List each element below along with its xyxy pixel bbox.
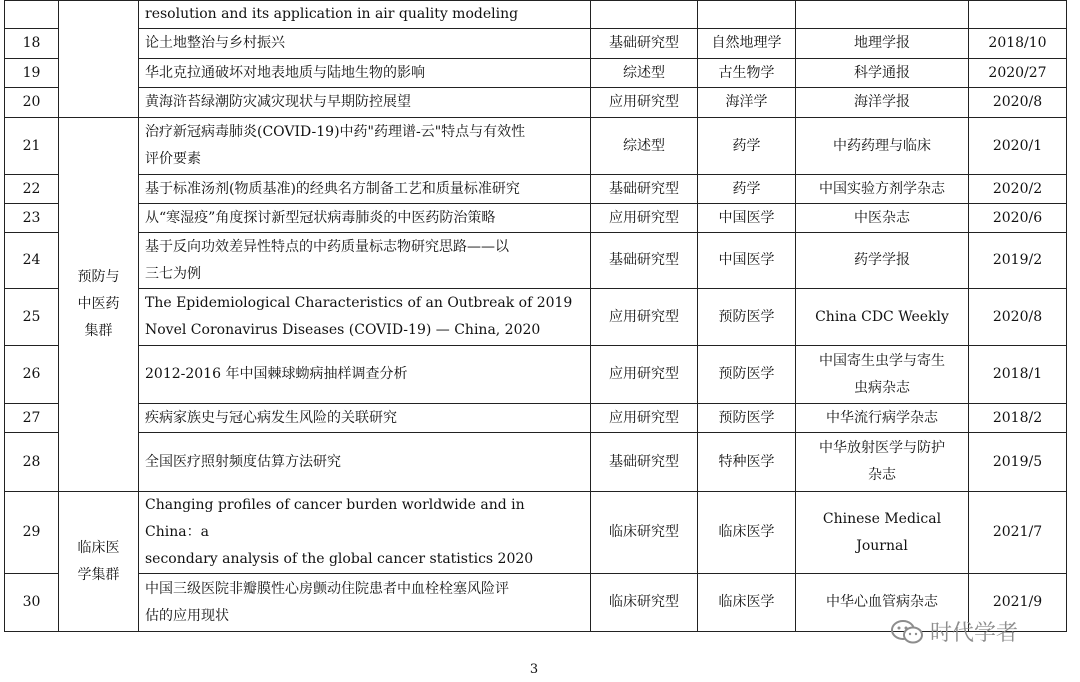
publication-date: 2020/8: [969, 289, 1067, 346]
table-body: [5, 1, 1067, 632]
publication-date: 2018/2: [969, 404, 1067, 433]
table-row: [5, 492, 1067, 574]
research-type: 临床研究型: [591, 492, 698, 574]
discipline: 预防医学: [698, 404, 796, 433]
group-label-line: 预防与: [77, 269, 120, 285]
research-type: [591, 1, 698, 29]
table-row: [5, 88, 1067, 118]
row-number: 19: [5, 59, 59, 88]
row-number: 24: [5, 233, 59, 289]
journal-name-line: 海洋学报: [854, 94, 910, 110]
paper-title-line: The Epidemiological Characteristics of an Outbreak of 2019: [145, 295, 573, 311]
table-row: [5, 289, 1067, 346]
row-number: 21: [5, 118, 59, 175]
publication-date: 2020/1: [969, 118, 1067, 175]
paper-title: [139, 574, 591, 632]
table-row: [5, 204, 1067, 233]
journal-name-line: 中医杂志: [854, 209, 910, 226]
journal-name-line: 药学学报: [854, 252, 910, 268]
paper-title-line: 2012-2016 年中国棘球蚴病抽样调查分析: [145, 366, 408, 382]
discipline: [698, 1, 796, 29]
publication-date: 2020/2: [969, 175, 1067, 204]
discipline: 临床医学: [698, 492, 796, 574]
publication-date: 2021/7: [969, 492, 1067, 574]
discipline: 中国医学: [698, 233, 796, 289]
journal-name: [796, 88, 969, 118]
publication-date: 2020/27: [969, 59, 1067, 88]
research-type: 基础研究型: [591, 233, 698, 289]
row-number: 26: [5, 346, 59, 404]
journal-name: [796, 404, 969, 433]
research-type: 综述型: [591, 118, 698, 175]
research-type: 临床研究型: [591, 574, 698, 632]
publication-date: 2020/6: [969, 204, 1067, 233]
journal-name-line: 中华放射医学与防护: [819, 440, 945, 456]
research-type: 应用研究型: [591, 346, 698, 404]
table-row: [5, 59, 1067, 88]
paper-title-line: 评价要素: [145, 151, 201, 167]
journal-name-line: Journal: [856, 537, 908, 554]
row-number: 18: [5, 29, 59, 59]
table-row: [5, 1, 1067, 29]
paper-title: [139, 59, 591, 88]
journal-name-line: 中国实验方剂学杂志: [819, 180, 945, 197]
row-number: 27: [5, 404, 59, 433]
research-type: 应用研究型: [591, 204, 698, 233]
publication-date: 2019/2: [969, 233, 1067, 289]
watermark: [890, 616, 1018, 647]
row-number: [5, 1, 59, 29]
publication-date: 2019/5: [969, 433, 1067, 492]
paper-title: [139, 404, 591, 433]
group-label-line: 临床医: [77, 539, 120, 556]
paper-title-line: 估的应用现状: [145, 607, 229, 624]
research-type: 应用研究型: [591, 404, 698, 433]
discipline: 预防医学: [698, 289, 796, 346]
publication-date: 2018/10: [969, 29, 1067, 59]
paper-title-line: 从“寒湿疫”角度探讨新型冠状病毒肺炎的中医药防治策略: [145, 209, 496, 226]
group-label: [59, 1, 139, 118]
table-row: [5, 433, 1067, 492]
journal-name-line: 地理学报: [854, 35, 910, 51]
journal-name: [796, 175, 969, 204]
paper-title: [139, 175, 591, 204]
table-row: [5, 118, 1067, 175]
paper-title-line: 全国医疗照射频度估算方法研究: [145, 453, 341, 470]
journal-name-line: 中华心血管病杂志: [826, 594, 938, 610]
journal-name-line: 虫病杂志: [854, 379, 910, 396]
publication-date: [969, 1, 1067, 29]
research-type: 综述型: [591, 59, 698, 88]
journal-name: [796, 433, 969, 492]
journal-name-line: 科学通报: [854, 64, 910, 81]
paper-title-line: 基于标准汤剂(物质基准)的经典名方制备工艺和质量标准研究: [145, 180, 520, 197]
journal-name: [796, 346, 969, 404]
publication-date: 2021/9: [969, 574, 1067, 632]
group-label-line: 中医药: [77, 296, 120, 312]
paper-title-line: 中国三级医院非瓣膜性心房颤动住院患者中血栓栓塞风险评: [145, 580, 509, 597]
journal-name: [796, 59, 969, 88]
paper-title: [139, 1, 591, 29]
paper-title-line: Novel Coronavirus Diseases (COVID-19) — China, 2020: [145, 322, 541, 338]
table-row: [5, 29, 1067, 59]
page-number: 3: [529, 662, 539, 677]
paper-title-line: 黄海浒苔绿潮防灾减灾现状与早期防控展望: [145, 94, 411, 110]
paper-title: [139, 118, 591, 175]
journal-name-line: Chinese Medical: [822, 510, 942, 527]
discipline: 海洋学: [698, 88, 796, 118]
paper-title: [139, 88, 591, 118]
research-type: 基础研究型: [591, 175, 698, 204]
journal-name: [796, 492, 969, 574]
row-number: 29: [5, 492, 59, 574]
paper-title: [139, 233, 591, 289]
group-label: [59, 118, 139, 492]
journal-name-line: China CDC Weekly: [815, 308, 949, 325]
row-number: 25: [5, 289, 59, 346]
wechat-icon: [890, 619, 924, 645]
row-number: 30: [5, 574, 59, 632]
paper-title: [139, 346, 591, 404]
journal-name: [796, 118, 969, 175]
research-type: 基础研究型: [591, 29, 698, 59]
paper-title-line: 论土地整治与乡村振兴: [145, 35, 285, 51]
papers-table: [4, 0, 1067, 632]
research-type: 应用研究型: [591, 88, 698, 118]
journal-name: [796, 29, 969, 59]
paper-title-line: secondary analysis of the global cancer statistics 2020: [145, 551, 534, 567]
paper-title-line: 三七为例: [145, 265, 201, 282]
row-number: 20: [5, 88, 59, 118]
journal-name-line: 中华流行病学杂志: [826, 409, 938, 426]
row-number: 22: [5, 175, 59, 204]
discipline: 药学: [698, 118, 796, 175]
discipline: 特种医学: [698, 433, 796, 492]
journal-name-line: 杂志: [868, 467, 896, 483]
group-label: [59, 492, 139, 632]
discipline: 自然地理学: [698, 29, 796, 59]
paper-title: [139, 29, 591, 59]
publication-date: 2018/1: [969, 346, 1067, 404]
paper-title-line: 治疗新冠病毒肺炎(COVID-19)中药"药理谱-云"特点与有效性: [145, 124, 526, 140]
journal-name: [796, 1, 969, 29]
paper-title-line: 华北克拉通破坏对地表地质与陆地生物的影响: [145, 64, 425, 81]
discipline: 药学: [698, 175, 796, 204]
table-row: [5, 346, 1067, 404]
row-number: 28: [5, 433, 59, 492]
paper-title-line: resolution and its application in air quality modeling: [145, 6, 519, 22]
row-number: 23: [5, 204, 59, 233]
group-label-line: 集群: [84, 323, 113, 339]
journal-name: [796, 204, 969, 233]
discipline: 预防医学: [698, 346, 796, 404]
watermark-text: 时代学者: [930, 621, 1019, 646]
discipline: 中国医学: [698, 204, 796, 233]
paper-title: [139, 289, 591, 346]
paper-title-line: 基于反向功效差异性特点的中药质量标志物研究思路——以: [145, 238, 509, 255]
paper-title: [139, 433, 591, 492]
paper-title-line: Changing profiles of cancer burden worldwide and in China：a: [145, 497, 525, 540]
group-label-line: 学集群: [77, 566, 120, 583]
discipline: 临床医学: [698, 574, 796, 632]
research-type: 应用研究型: [591, 289, 698, 346]
journal-name: [796, 289, 969, 346]
table-row: [5, 404, 1067, 433]
paper-title-line: 疾病家族史与冠心病发生风险的关联研究: [145, 409, 397, 426]
research-type: 基础研究型: [591, 433, 698, 492]
table-row: [5, 233, 1067, 289]
table-row: [5, 175, 1067, 204]
discipline: 古生物学: [698, 59, 796, 88]
journal-name-line: 中国寄生虫学与寄生: [819, 352, 945, 369]
journal-name-line: 中药药理与临床: [833, 137, 931, 154]
publication-date: 2020/8: [969, 88, 1067, 118]
paper-title: [139, 492, 591, 574]
journal-name: [796, 233, 969, 289]
paper-title: [139, 204, 591, 233]
